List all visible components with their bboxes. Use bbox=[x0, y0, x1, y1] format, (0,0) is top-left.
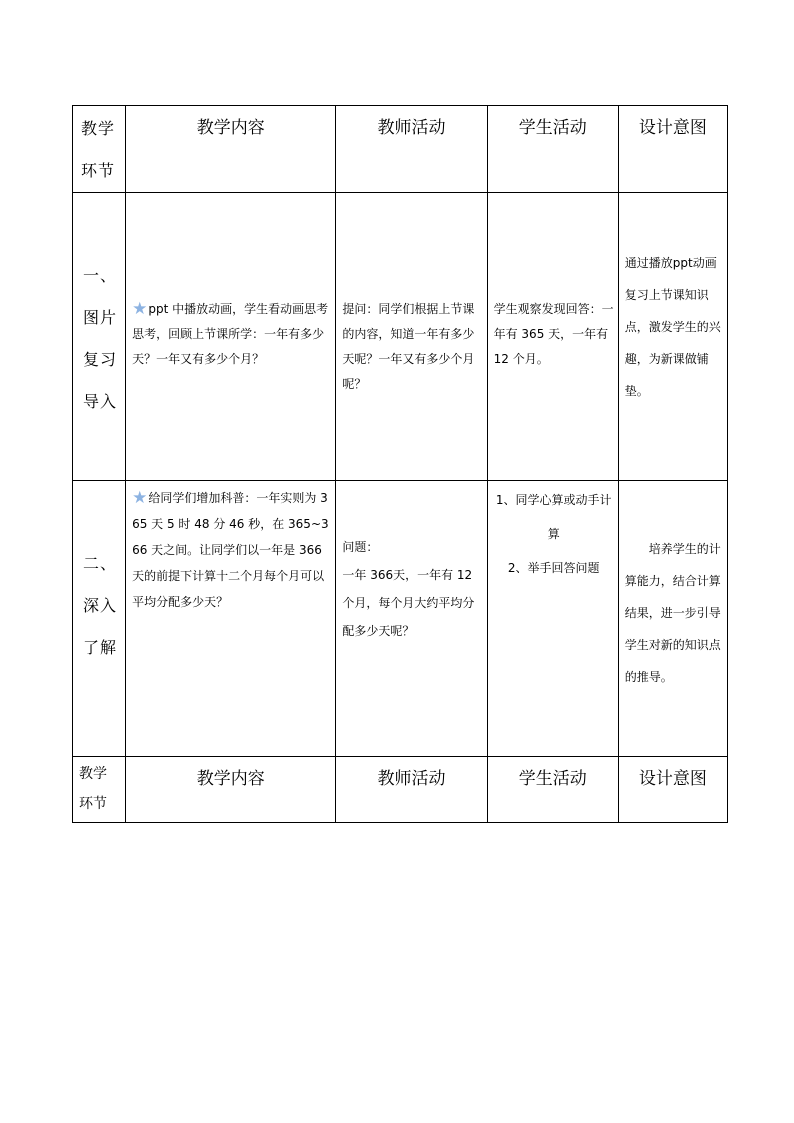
student-cell bbox=[487, 193, 618, 481]
student-step-2: 2、举手回答问题 bbox=[507, 561, 600, 575]
header-design-label: 设计意图 bbox=[638, 769, 707, 789]
stage-label: 二、 深入 了解 bbox=[83, 554, 118, 657]
teacher-cell bbox=[336, 481, 487, 757]
header-design-cell bbox=[618, 106, 727, 193]
content-cell bbox=[126, 193, 336, 481]
header-stage-label: 教学 环节 bbox=[81, 119, 116, 180]
stage-cell bbox=[73, 481, 126, 757]
teacher-text: 提问：同学们根据上节课的内容，知道一年有多少天呢？一年又有多少个月呢？ bbox=[342, 302, 475, 391]
header-content-cell bbox=[126, 106, 336, 193]
teacher-cell bbox=[336, 193, 487, 481]
table-header-row-repeat bbox=[73, 757, 728, 823]
stage-cell bbox=[73, 193, 126, 481]
student-cell bbox=[487, 481, 618, 757]
header-design-cell bbox=[618, 757, 727, 823]
table-row bbox=[73, 193, 728, 481]
stage-label: 一、 图片 复习 导入 bbox=[83, 266, 118, 411]
header-design-label: 设计意图 bbox=[638, 118, 707, 138]
header-stage-label: 教学 环节 bbox=[79, 766, 107, 812]
header-stage-cell bbox=[73, 106, 126, 193]
design-text: 通过播放ppt动画复习上节课知识点，激发学生的兴趣，为新课做铺垫。 bbox=[624, 256, 721, 398]
teacher-text: 一年 366天，一年有 12 个月，每个月大约平均分配多少天呢？ bbox=[342, 568, 475, 638]
header-content-label: 教学内容 bbox=[196, 118, 265, 138]
content-text: ppt 中播放动画，学生看动画思考思考，回顾上节课所学：一年有多少天？一年又有多少个月？ bbox=[132, 302, 329, 366]
star-icon: ★ bbox=[132, 299, 148, 319]
header-student-label: 学生活动 bbox=[518, 118, 587, 138]
star-icon: ★ bbox=[132, 488, 148, 508]
lesson-plan-table bbox=[72, 105, 728, 823]
header-student-label: 学生活动 bbox=[518, 769, 587, 789]
design-text: 培养学生的计算能力，结合计算结果，进一步引导学生对新的知识点的推导。 bbox=[624, 542, 721, 684]
header-student-cell bbox=[487, 757, 618, 823]
header-stage-cell bbox=[73, 757, 126, 823]
design-cell bbox=[618, 481, 727, 757]
content-cell bbox=[126, 481, 336, 757]
header-content-cell bbox=[126, 757, 336, 823]
header-teacher-label: 教师活动 bbox=[377, 118, 446, 138]
header-teacher-cell bbox=[336, 757, 487, 823]
student-text: 学生观察发现回答：一年有 365 天，一年有 12 个月。 bbox=[493, 302, 614, 366]
header-teacher-cell bbox=[336, 106, 487, 193]
content-text: 给同学们增加科普：一年实则为 365 天 5 时 48 分 46 秒，在 365~366 天之间。让同学们以一年是 366天的前提下计算十二个月每个月可以平均分配多少天？ bbox=[132, 491, 329, 609]
student-step-1: 1、同学心算或动手计算 bbox=[495, 493, 612, 541]
teacher-question-label: 问题： bbox=[342, 540, 379, 554]
table-header-row bbox=[73, 106, 728, 193]
header-teacher-label: 教师活动 bbox=[377, 769, 446, 789]
table-row bbox=[73, 481, 728, 757]
design-cell bbox=[618, 193, 727, 481]
header-content-label: 教学内容 bbox=[196, 769, 265, 789]
header-student-cell bbox=[487, 106, 618, 193]
